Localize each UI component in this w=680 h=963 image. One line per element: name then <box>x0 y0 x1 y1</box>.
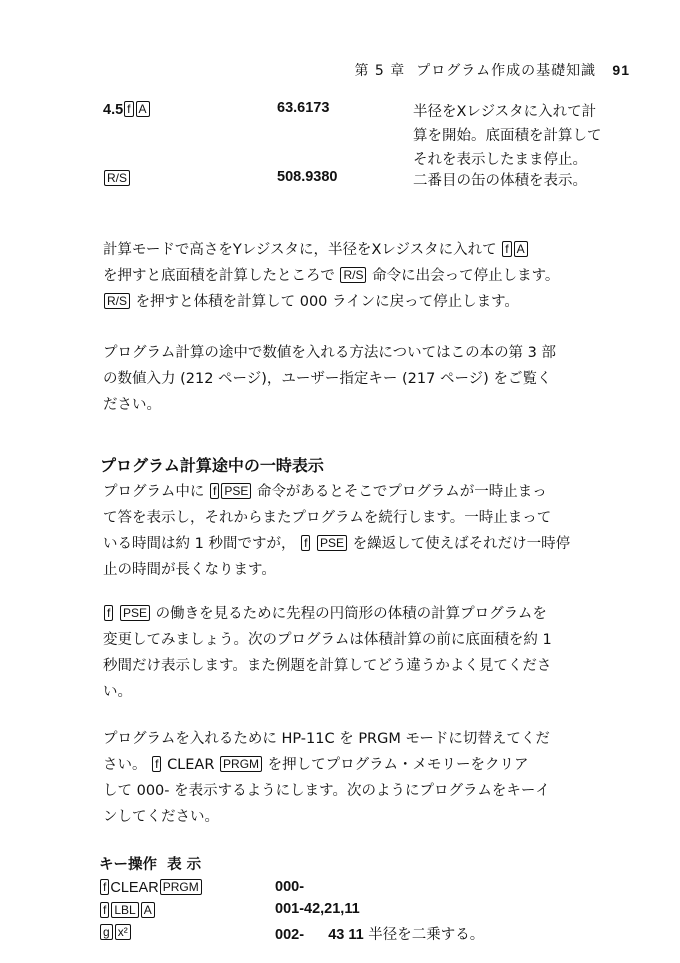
text-span: いる時間は約 1 秒間ですが， <box>103 536 296 552</box>
listing-row-display <box>275 923 484 944</box>
rs-key: R/S <box>104 293 130 309</box>
listing-row-display: 001-42,21,11 <box>275 901 360 917</box>
paragraph-pse-example <box>103 601 633 705</box>
text-span: を押してプログラム・メモリーをクリア <box>267 757 529 773</box>
listing-row-display: 000- <box>275 879 305 895</box>
f-key: f <box>100 902 109 918</box>
step-1-prefix: 4.5 <box>103 102 124 118</box>
col-keys-header: キー操作 <box>99 857 157 873</box>
running-header <box>354 60 630 80</box>
page-number: 91 <box>612 62 630 78</box>
text-span: CLEAR <box>167 757 215 773</box>
text-line: 秒間だけ表示します。また例題を計算してどう違うかよく見てくださ <box>103 658 552 674</box>
listing-row-keys <box>99 924 132 941</box>
step-2-display: 508.9380 <box>277 169 338 185</box>
paragraph-prgm-mode <box>103 726 633 830</box>
text-span: 計算モードで高さをYレジスタに，半径をXレジスタに入れて <box>103 242 497 258</box>
text-line: て答を表示し，それからまたプログラムを続行します。一時止まって <box>103 510 552 526</box>
listing-row-keys <box>99 902 156 919</box>
text-span: を繰返して使えばそれだけ一時停 <box>352 536 571 552</box>
text-line: 変更してみましょう。次のプログラムは体積計算の前に底面積を約 1 <box>103 632 552 648</box>
text-line: プログラムを入れるために HP-11C を PRGM モードに切替えてくだ <box>103 731 550 747</box>
text-line: プログラム計算の途中で数値を入れる方法についてはこの本の第 3 部 <box>103 345 557 361</box>
text-span: を押すと体積を計算して 000 ラインに戻って停止します。 <box>135 294 519 310</box>
f-key: f <box>210 483 219 499</box>
listing-header <box>99 853 201 874</box>
step-1-display: 63.6173 <box>277 100 330 116</box>
rs-key: R/S <box>340 267 366 283</box>
text-line: い。 <box>103 684 132 700</box>
x-squared-key: x² <box>115 924 131 940</box>
text-span: プログラム中に <box>103 484 205 500</box>
f-key: f <box>104 605 113 621</box>
paragraph-calc-mode <box>103 237 633 315</box>
text-span: さい。 <box>103 757 147 773</box>
listing-comment: 半径を二乗する。 <box>368 927 485 943</box>
step-1-note-line: それを表示したまま停止。 <box>413 152 587 168</box>
chapter-title: プログラム作成の基礎知識 <box>416 63 597 79</box>
step-1-note <box>413 100 602 172</box>
text-span: の働きを見るために先程の円筒形の体積の計算プログラムを <box>155 606 547 622</box>
paragraph-pause <box>103 479 633 583</box>
step-2-keys <box>103 170 131 187</box>
step-1-note-line: 算を開始。底面積を計算して <box>413 128 602 144</box>
text-line: ンしてください。 <box>103 809 219 825</box>
text-span: 命令があるとそこでプログラムが一時止まっ <box>256 484 547 500</box>
step-1-note-line: 半径をXレジスタに入れて計 <box>413 104 597 120</box>
text-span: 命令に出会って停止します。 <box>372 268 560 284</box>
prgm-key: PRGM <box>160 879 202 895</box>
section-heading: プログラム計算途中の一時表示 <box>100 456 324 475</box>
g-key: g <box>100 924 113 940</box>
clear-label: CLEAR <box>110 880 159 896</box>
f-key: f <box>152 756 161 772</box>
text-line: ださい。 <box>103 397 161 413</box>
rs-key: R/S <box>104 170 130 186</box>
col-display-header: 表 示 <box>167 857 202 873</box>
prgm-key: PRGM <box>220 756 262 772</box>
step-1-keys <box>103 101 151 118</box>
chapter-label: 第 5 章 <box>354 63 406 79</box>
f-key: f <box>301 535 310 551</box>
pse-key: PSE <box>221 483 251 499</box>
listing-row-keys <box>99 879 203 896</box>
f-key: f <box>100 879 109 895</box>
text-line: して 000- を表示するようにします。次のようにプログラムをキーイ <box>103 783 550 799</box>
text-line: の数値入力 (212 ページ)，ユーザー指定キー (217 ページ) をご覧く <box>103 371 552 387</box>
a-key: A <box>141 902 155 918</box>
text-line: 止の時間が長くなります。 <box>103 562 276 578</box>
paragraph-data-input <box>103 340 633 418</box>
a-key: A <box>136 101 150 117</box>
a-key: A <box>514 241 528 257</box>
lbl-key: LBL <box>111 902 138 918</box>
text-span: を押すと底面積を計算したところで <box>103 268 335 284</box>
step-2-note: 二番目の缶の体積を表示。 <box>413 173 587 189</box>
f-key: f <box>502 241 511 257</box>
pse-key: PSE <box>317 535 347 551</box>
f-key: f <box>124 101 133 117</box>
display-value: 002- 43 11 <box>275 927 364 943</box>
pse-key: PSE <box>120 605 150 621</box>
